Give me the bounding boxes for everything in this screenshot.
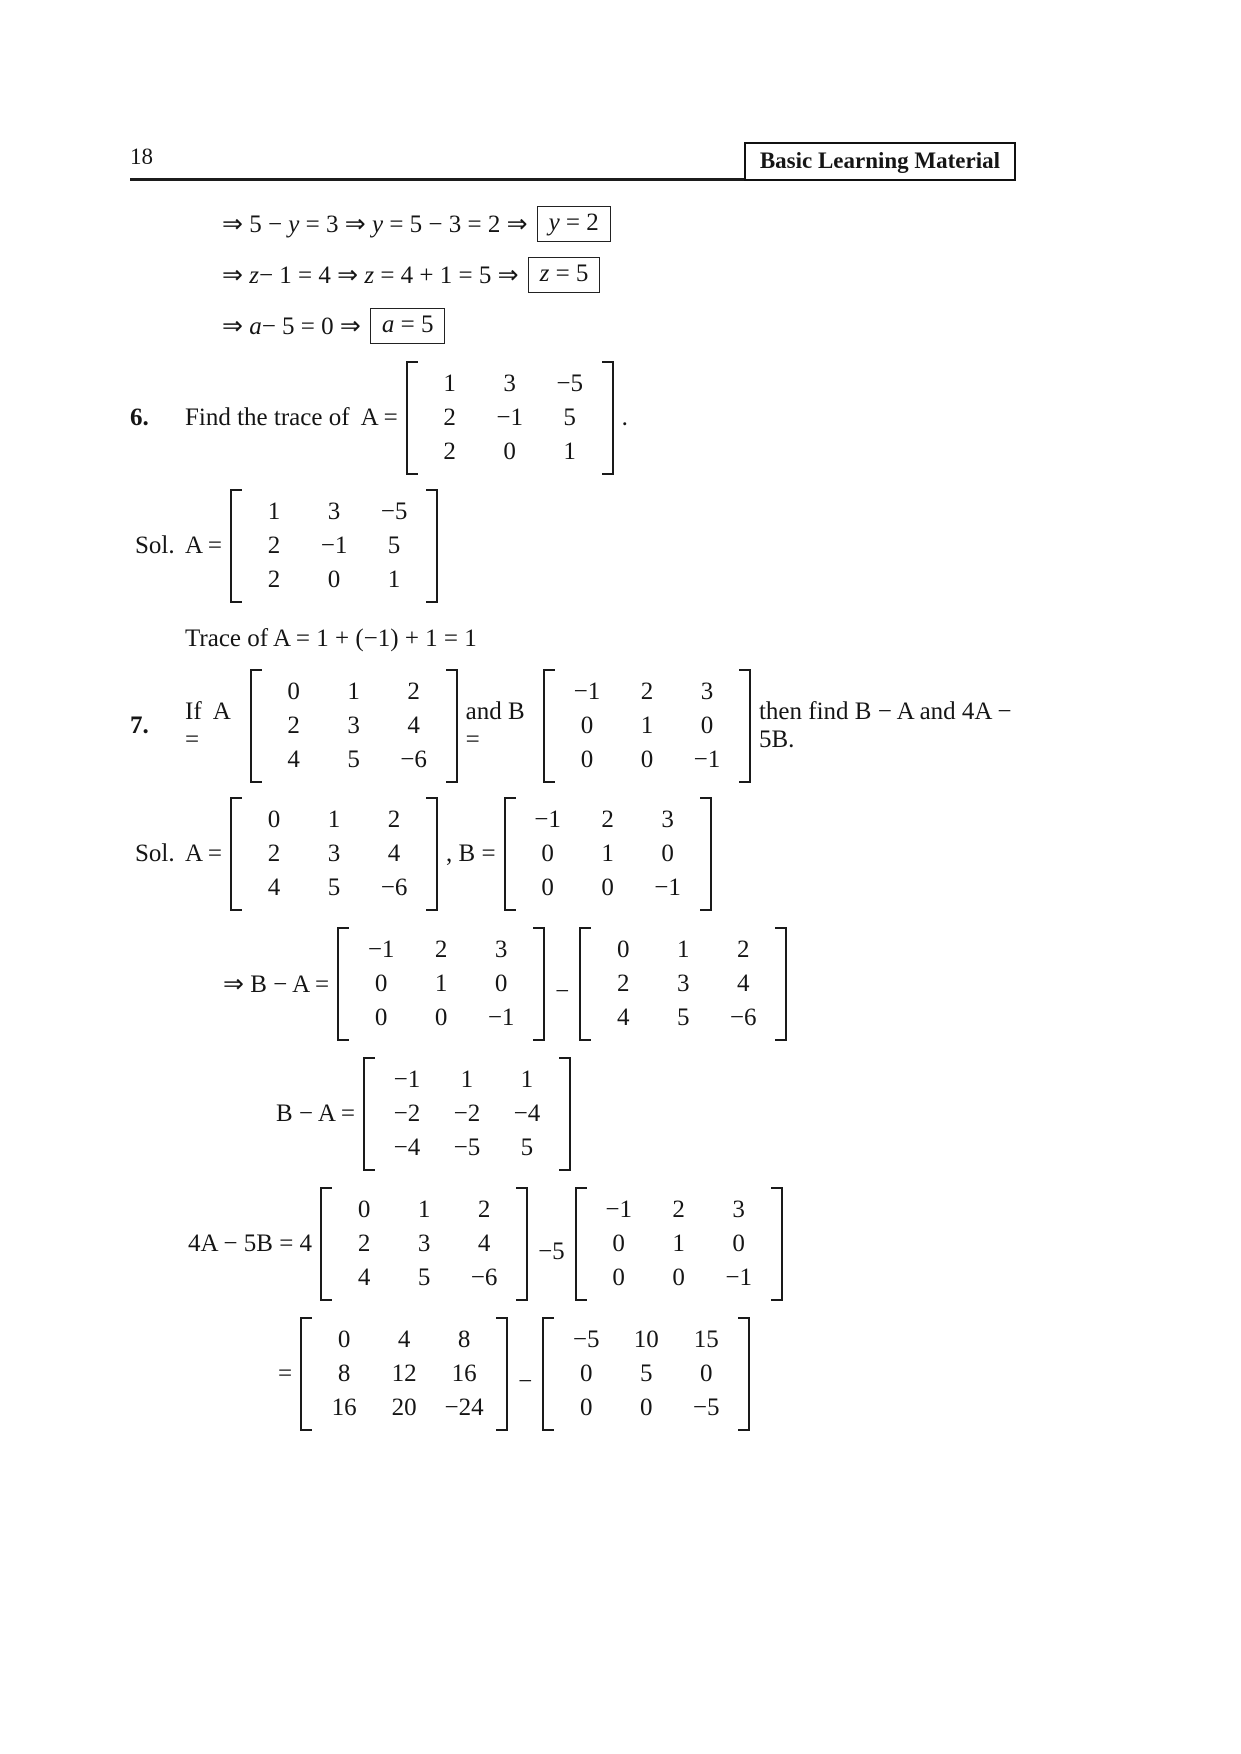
matrix-cell: 0	[700, 712, 714, 739]
step-lead: =	[278, 1360, 293, 1387]
equation-text	[222, 260, 519, 290]
matrix-cell: 0	[640, 746, 654, 773]
matrix-cell: 2	[357, 1230, 371, 1257]
matrix-cell: 0	[374, 1004, 388, 1031]
matrix-cell: 2	[267, 532, 281, 559]
matrix-cell: 3	[494, 936, 508, 963]
equation-line-z	[222, 254, 1016, 296]
matrix-cell: −1	[605, 1196, 632, 1223]
matrix-cell: 0	[579, 1360, 593, 1387]
minus-operator: −	[555, 978, 570, 1005]
matrix-cell: 3	[700, 678, 714, 705]
step-lead: B − A =	[276, 1100, 355, 1127]
solution-label: Sol.	[135, 532, 175, 559]
trace-result-line: Trace of A = 1 + (−1) + 1 = 1	[185, 625, 477, 652]
matrix-cell: 2	[267, 566, 281, 593]
matrix-grid	[375, 1057, 559, 1171]
math-segment: ⇒	[222, 262, 250, 289]
matrix-grid	[262, 669, 446, 783]
page-content	[0, 142, 1241, 1431]
math-segment: ⇒	[222, 313, 250, 340]
matrix-grid	[312, 1317, 496, 1431]
problem-6-prompt: Find the trace of A =	[185, 404, 398, 431]
math-segment: − 5 = 0 ⇒	[261, 313, 361, 340]
matrix-cell: 0	[287, 678, 300, 705]
matrix-cell: 5	[639, 1360, 653, 1387]
matrix-cell: 1	[347, 678, 360, 705]
matrix-cell: 2	[407, 678, 420, 705]
matrix-cell: 3	[732, 1196, 745, 1223]
matrix-cell: 0	[503, 438, 516, 465]
matrix-grid	[591, 927, 775, 1041]
matrix-cell: 5	[520, 1134, 534, 1161]
matrix-cell: −1	[573, 678, 601, 705]
math-segment: y	[548, 208, 560, 236]
matrix-cell: 4	[407, 712, 420, 739]
math-segment: = 5	[394, 310, 434, 338]
matrix-cell: 0	[580, 712, 594, 739]
matrix-cell: 20	[391, 1394, 417, 1421]
matrix-cell: 12	[391, 1360, 417, 1387]
matrix-cell: 2	[736, 936, 750, 963]
matrix-cell: −2	[393, 1100, 421, 1127]
matrix-cell: 2	[387, 806, 401, 833]
matrix-five-b	[542, 1317, 750, 1431]
matrix-cell: 0	[612, 1264, 625, 1291]
minus-5-operator: −5	[538, 1238, 565, 1265]
matrix-cell: 4	[477, 1230, 491, 1257]
math-segment: a	[381, 310, 395, 338]
matrix-cell: 5	[563, 404, 576, 431]
matrix-cell: 0	[639, 1394, 653, 1421]
matrix-cell: 3	[676, 970, 690, 997]
math-segment: = 5 − 3 = 2 ⇒	[383, 211, 528, 238]
matrix-cell: −1	[534, 806, 561, 833]
math-segment: z	[249, 262, 259, 289]
matrix-cell: 5	[347, 746, 360, 773]
math-segment: = 3 ⇒	[299, 211, 372, 238]
matrix-cell: 1	[676, 936, 690, 963]
matrix-cell: 2	[477, 1196, 491, 1223]
matrix-cell: 0	[580, 746, 594, 773]
matrix-cell: 3	[327, 840, 341, 867]
equation-text	[222, 209, 528, 239]
math-segment: z	[539, 259, 550, 287]
matrix-a	[250, 669, 458, 783]
matrix-cell: 0	[327, 566, 341, 593]
math-segment: z	[364, 262, 375, 289]
solution-7-lead: A =	[185, 840, 223, 867]
problem-7-number: 7.	[130, 712, 149, 739]
matrix-cell: 0	[661, 840, 674, 867]
step-lead: ⇒ B − A =	[223, 971, 330, 998]
step-4a-minus-5b-expansion	[188, 1187, 1016, 1301]
matrix-cell: 3	[661, 806, 674, 833]
matrix-cell: 1	[563, 438, 576, 465]
matrix-cell: 8	[457, 1326, 471, 1353]
matrix-cell: 2	[443, 438, 456, 465]
matrix-cell: −1	[393, 1066, 421, 1093]
matrix-cell: 0	[267, 806, 281, 833]
step-lead: 4A − 5B = 4	[188, 1230, 313, 1257]
matrix-four-a	[300, 1317, 508, 1431]
matrix-cell: 0	[612, 1230, 625, 1257]
matrix-b	[575, 1187, 783, 1301]
matrix-cell: 4	[397, 1326, 411, 1353]
matrix-cell: 3	[327, 498, 341, 525]
matrix-cell: −6	[380, 874, 408, 901]
matrix-cell: 0	[374, 970, 388, 997]
matrix-cell: −6	[729, 1004, 757, 1031]
matrix-cell: 2	[601, 806, 614, 833]
equation-line-a	[222, 305, 1016, 347]
matrix-cell: −1	[654, 874, 681, 901]
step-b-minus-a-expansion	[223, 927, 1016, 1041]
boxed-answer-z	[528, 257, 601, 294]
matrix-cell: −5	[380, 498, 408, 525]
step-4a-minus-5b-scaled	[278, 1317, 1016, 1431]
matrix-cell: −6	[470, 1264, 498, 1291]
page-header	[130, 142, 1016, 181]
matrix-cell: −5	[453, 1134, 481, 1161]
matrix-b	[337, 927, 545, 1041]
matrix-cell: 3	[503, 370, 516, 397]
matrix-b	[543, 669, 751, 783]
matrix-a	[320, 1187, 528, 1301]
matrix-cell: 1	[327, 806, 341, 833]
matrix-cell: 1	[443, 370, 456, 397]
matrix-grid	[554, 1317, 738, 1431]
problem-7-text-3: then find B − A and 4A − 5B.	[758, 698, 1018, 753]
solution-6	[130, 489, 1016, 603]
matrix-cell: 5	[676, 1004, 690, 1031]
matrix-cell: 3	[417, 1230, 431, 1257]
equation-line-y	[222, 203, 1016, 245]
matrix-grid	[349, 927, 533, 1041]
matrix-cell: 0	[357, 1196, 371, 1223]
matrix-cell: −1	[725, 1264, 752, 1291]
matrix-cell: −5	[692, 1394, 720, 1421]
matrix-cell: 2	[640, 678, 654, 705]
matrix-cell: 4	[736, 970, 750, 997]
math-segment: a	[249, 313, 262, 340]
solution-7-mid: , B =	[446, 840, 496, 867]
problem-6-number: 6.	[130, 404, 149, 431]
boxed-answer-y	[537, 206, 611, 243]
matrix-cell: 4	[357, 1264, 371, 1291]
matrix-grid	[332, 1187, 516, 1301]
matrix-cell: 1	[434, 970, 448, 997]
header-title: Basic Learning Material	[759, 148, 1000, 173]
problem-7	[130, 669, 1016, 783]
matrix-trace-a	[230, 489, 438, 603]
matrix-cell: 2	[616, 970, 630, 997]
matrix-b-minus-a	[363, 1057, 571, 1171]
matrix-cell: 4	[387, 840, 401, 867]
matrix-cell: 1	[460, 1066, 474, 1093]
matrix-cell: 16	[331, 1394, 357, 1421]
matrix-cell: 1	[520, 1066, 534, 1093]
math-segment: y	[288, 211, 300, 238]
math-segment: y	[371, 211, 384, 238]
matrix-b	[504, 797, 712, 911]
matrix-cell: −5	[572, 1326, 600, 1353]
matrix-cell: 0	[616, 936, 630, 963]
matrix-cell: 15	[693, 1326, 719, 1353]
problem-6	[130, 361, 1016, 475]
matrix-cell: 0	[541, 840, 554, 867]
matrix-cell: 5	[387, 532, 401, 559]
problem-6-suffix: .	[621, 404, 628, 431]
matrix-cell: 1	[417, 1196, 431, 1223]
matrix-cell: 0	[494, 970, 508, 997]
math-segment: = 4 + 1 = 5 ⇒	[374, 262, 519, 289]
matrix-cell: 0	[434, 1004, 448, 1031]
matrix-a	[230, 797, 438, 911]
matrix-cell: 4	[616, 1004, 630, 1031]
matrix-cell: 8	[337, 1360, 351, 1387]
matrix-cell: 4	[287, 746, 300, 773]
matrix-cell: −1	[487, 1004, 515, 1031]
matrix-cell: 0	[699, 1360, 713, 1387]
boxed-answer-a	[370, 308, 446, 345]
matrix-cell: 2	[434, 936, 448, 963]
matrix-cell: −1	[693, 746, 721, 773]
page-number: 18	[130, 144, 153, 169]
matrix-cell: 0	[579, 1394, 593, 1421]
matrix-cell: 5	[417, 1264, 431, 1291]
minus-operator: −	[518, 1368, 533, 1395]
matrix-cell: 1	[601, 840, 614, 867]
matrix-cell: 1	[387, 566, 401, 593]
matrix-cell: 10	[633, 1326, 659, 1353]
matrix-trace-a	[406, 361, 614, 475]
matrix-cell: −6	[400, 746, 427, 773]
matrix-cell: 0	[601, 874, 614, 901]
matrix-cell: −1	[367, 936, 395, 963]
matrix-cell: 2	[267, 840, 281, 867]
matrix-cell: 2	[443, 404, 456, 431]
math-segment: − 1 = 4 ⇒	[258, 262, 365, 289]
matrix-cell: 3	[347, 712, 360, 739]
matrix-grid	[587, 1187, 771, 1301]
solution-7	[130, 797, 1016, 911]
matrix-cell: 0	[672, 1264, 685, 1291]
matrix-grid	[516, 797, 700, 911]
matrix-cell: 0	[337, 1326, 351, 1353]
step-b-minus-a-result	[276, 1057, 1016, 1171]
problem-7-text-1: If A =	[185, 698, 236, 753]
matrix-cell: 5	[327, 874, 341, 901]
matrix-cell: 4	[267, 874, 281, 901]
matrix-a	[579, 927, 787, 1041]
math-segment: = 5	[549, 259, 589, 287]
matrix-cell: 1	[640, 712, 654, 739]
matrix-cell: 0	[541, 874, 554, 901]
matrix-cell: −24	[444, 1394, 484, 1421]
matrix-cell: 1	[672, 1230, 685, 1257]
matrix-cell: 0	[732, 1230, 745, 1257]
matrix-cell: −4	[513, 1100, 541, 1127]
matrix-grid	[242, 489, 426, 603]
solution-6-lead: A =	[185, 532, 223, 559]
solution-label: Sol.	[135, 840, 175, 867]
matrix-grid	[242, 797, 426, 911]
matrix-cell: −2	[453, 1100, 481, 1127]
matrix-grid	[555, 669, 739, 783]
matrix-grid	[418, 361, 602, 475]
equation-text	[222, 311, 361, 341]
matrix-cell: −1	[320, 532, 348, 559]
matrix-cell: −5	[556, 370, 583, 397]
problem-7-text-2: and B =	[465, 698, 531, 753]
header-title-box	[744, 142, 1016, 181]
matrix-cell: 2	[287, 712, 300, 739]
math-segment: = 2	[559, 208, 599, 236]
math-segment: ⇒ 5 −	[222, 211, 289, 238]
matrix-cell: 1	[267, 498, 281, 525]
matrix-cell: 16	[451, 1360, 477, 1387]
matrix-cell: −1	[496, 404, 523, 431]
matrix-cell: 2	[672, 1196, 685, 1223]
matrix-cell: −4	[393, 1134, 421, 1161]
